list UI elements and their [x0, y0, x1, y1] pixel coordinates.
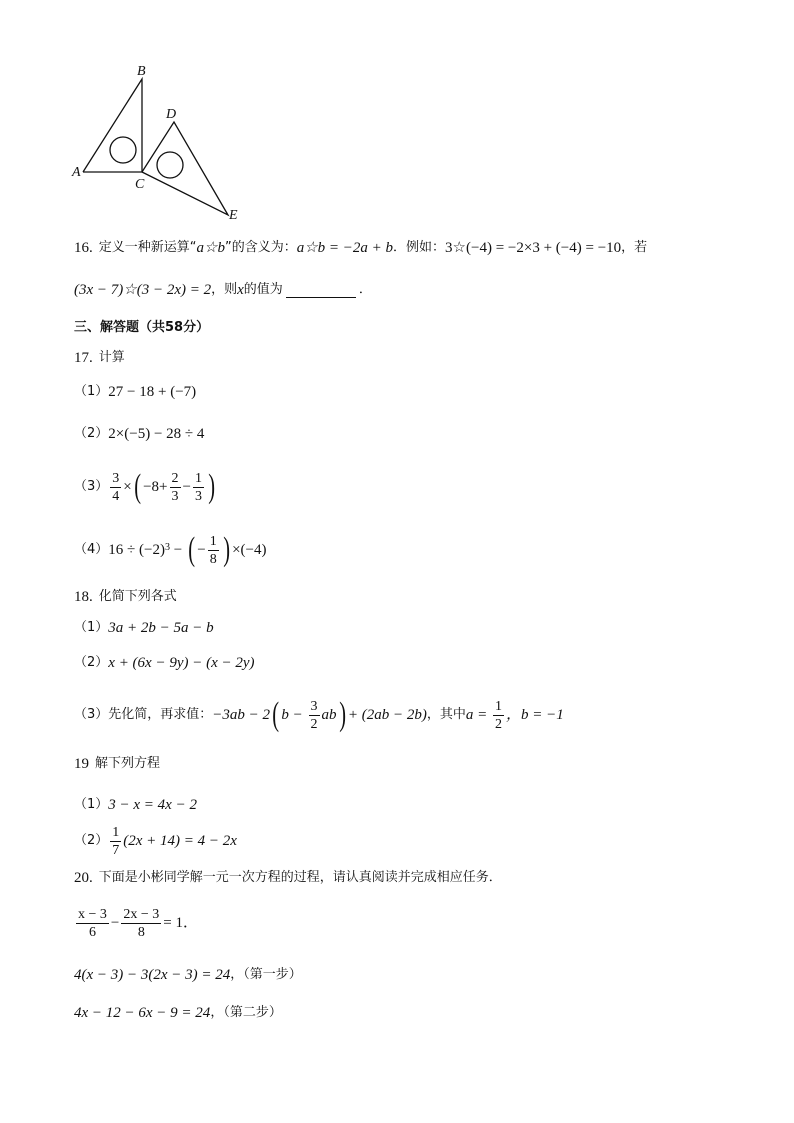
q20-step-1 [74, 965, 302, 985]
q16-line-1 [74, 238, 647, 258]
q18-p3-open: ( [272, 696, 280, 733]
q17-p3-minus: − [182, 479, 191, 495]
q17-p4-frac: $\frac{1}{8}$ [209, 533, 217, 567]
q19-p2-expr: (2x + 14) = 4 − 2x [123, 833, 237, 849]
q18-p3-pre: −3ab − 2 [212, 707, 271, 723]
q16-example: 3☆(−4) = −2×3 + (−4) = −10 [445, 240, 622, 256]
q20-step-2 [74, 1003, 282, 1023]
q16-text-f: 的值为 [243, 282, 283, 297]
q19-p1-expr: 3 − x = 4x − 2 [108, 797, 197, 813]
q16-variable: x [237, 282, 244, 298]
q20-eq-rhs: = 1． [163, 915, 198, 931]
q20-eq-frac-1: $\frac{x - 3}{6}$ [78, 906, 107, 940]
q20-step2-expr: 4x − 12 − 6x − 9 = 24 [74, 1005, 211, 1021]
q18-p3-b-eq: ，b = −1 [505, 707, 564, 723]
q17-p4-minus: − [169, 542, 186, 558]
q18-p3-in: b − [281, 707, 307, 723]
q17-p3-frac-1: $\frac{3}{4}$ [112, 470, 120, 504]
q19-title: 解下列方程 [95, 756, 161, 771]
q16-definition: a☆b = −2a + b [296, 240, 394, 256]
q20-heading [74, 868, 502, 888]
section-3-title: 三、解答题（共58分） [74, 320, 210, 335]
q20-step1-note: ，（第一步） [230, 967, 302, 982]
q16-text-b: ”的含义为： [224, 240, 297, 255]
q18-part-1 [74, 618, 214, 638]
q17-p3-frac-2: $\frac{2}{3}$ [171, 470, 179, 504]
q16-line-2 [74, 280, 372, 300]
q18-p3-close: ) [338, 696, 346, 733]
q20-step1-expr: 4(x − 3) − 3(2x − 3) = 24 [74, 967, 231, 983]
q17-p1-label: （1） [74, 384, 109, 399]
q20-equation [74, 904, 198, 942]
q17-p4-label: （4） [74, 542, 109, 557]
q18-title: 化简下列各式 [98, 589, 177, 604]
q18-p3-intro: 先化简，再求值： [108, 707, 213, 722]
q18-p1-label: （1） [74, 620, 109, 635]
q17-part-1 [74, 382, 196, 402]
q20-eq-frac-2: $\frac{2x - 3}{8}$ [123, 906, 160, 940]
label-b: B [137, 64, 146, 79]
q17-p4-pre: 16 ÷ (−2) [108, 542, 165, 558]
q16-op: a☆b [196, 240, 225, 256]
q17-number: 17. [74, 350, 93, 366]
q17-p3-label: （3） [74, 479, 109, 494]
q18-p3-where: ，其中 [426, 707, 466, 722]
q17-p4-open: ( [188, 531, 195, 568]
triangle-abc-circle [110, 137, 136, 163]
q17-p3-frac-3: $\frac{1}{3}$ [194, 470, 202, 504]
q19-part-1 [74, 795, 197, 815]
triangle-cde-circle [157, 152, 183, 178]
q20-eq-minus: − [110, 915, 120, 931]
q17-title: 计算 [98, 350, 125, 365]
q17-p3-mid: −8+ [143, 479, 168, 495]
q20-step2-note: ，（第二步） [210, 1005, 282, 1020]
q18-p2-expr: x + (6x − 9y) − (x − 2y) [108, 655, 255, 671]
q17-p2-expr: 2×(−5) − 28 ÷ 4 [108, 426, 205, 442]
q19-p2-label: （2） [74, 833, 109, 848]
q18-p3-post: + (2ab − 2b) [347, 707, 427, 723]
q19-p2-frac: $\frac{1}{7}$ [112, 824, 120, 858]
q18-p3-label: （3） [74, 707, 109, 722]
q17-p1-expr: 27 − 18 + (−7) [108, 384, 197, 400]
q20-number: 20. [74, 870, 93, 886]
q17-p4-exponent: 3 [164, 542, 170, 553]
q17-p3-close: ) [208, 468, 216, 505]
q17-p3-times: × [123, 479, 132, 495]
q17-p4-post: ×(−4) [232, 542, 267, 558]
q17-p4-neg: − [197, 542, 206, 558]
q18-p3-a-frac: $\frac{1}{2}$ [494, 698, 502, 732]
triangle-abc [83, 79, 142, 172]
q18-p3-a-eq: a = [465, 707, 491, 723]
q18-part-3 [74, 697, 564, 733]
label-a: A [72, 165, 81, 180]
triangle-figure [60, 55, 260, 225]
q17-p3-open: ( [134, 468, 141, 505]
q16-number: 16. [74, 240, 93, 256]
q16-text-d: ，若 [621, 240, 648, 255]
q16-answer-blank[interactable] [286, 283, 356, 298]
label-d: D [166, 107, 177, 122]
q19-part-2 [74, 823, 237, 859]
q16-text-c: ．例如： [393, 240, 446, 255]
q17-part-3 [74, 469, 217, 505]
q16-end: ． [358, 282, 372, 297]
q17-heading [74, 348, 125, 368]
q18-number: 18. [74, 589, 93, 605]
q18-heading [74, 587, 177, 607]
q19-heading [74, 754, 160, 774]
triangle-cde-outline [142, 122, 228, 215]
triangle-cde [142, 122, 228, 215]
q17-part-4 [74, 532, 266, 568]
q19-p1-label: （1） [74, 797, 109, 812]
q18-p3-ab: ab [321, 707, 337, 723]
q18-p3-frac: $\frac{3}{2}$ [310, 698, 318, 732]
q18-p1-expr: 3a + 2b − 5a − b [108, 620, 214, 636]
label-c: C [135, 177, 145, 192]
label-e: E [229, 208, 238, 223]
q18-part-2 [74, 653, 255, 673]
q17-part-2 [74, 424, 204, 444]
q16-text-a: 定义一种新运算“ [98, 240, 197, 255]
q18-p2-label: （2） [74, 655, 109, 670]
q20-title: 下面是小彬同学解一元一次方程的过程，请认真阅读并完成相应任务． [98, 870, 502, 885]
q17-p2-label: （2） [74, 426, 109, 441]
q16-text-e: ，则 [211, 282, 238, 297]
q19-number: 19 [74, 756, 89, 772]
q17-p4-close: ) [223, 531, 230, 568]
q16-condition: (3x − 7)☆(3 − 2x) = 2 [74, 282, 212, 298]
